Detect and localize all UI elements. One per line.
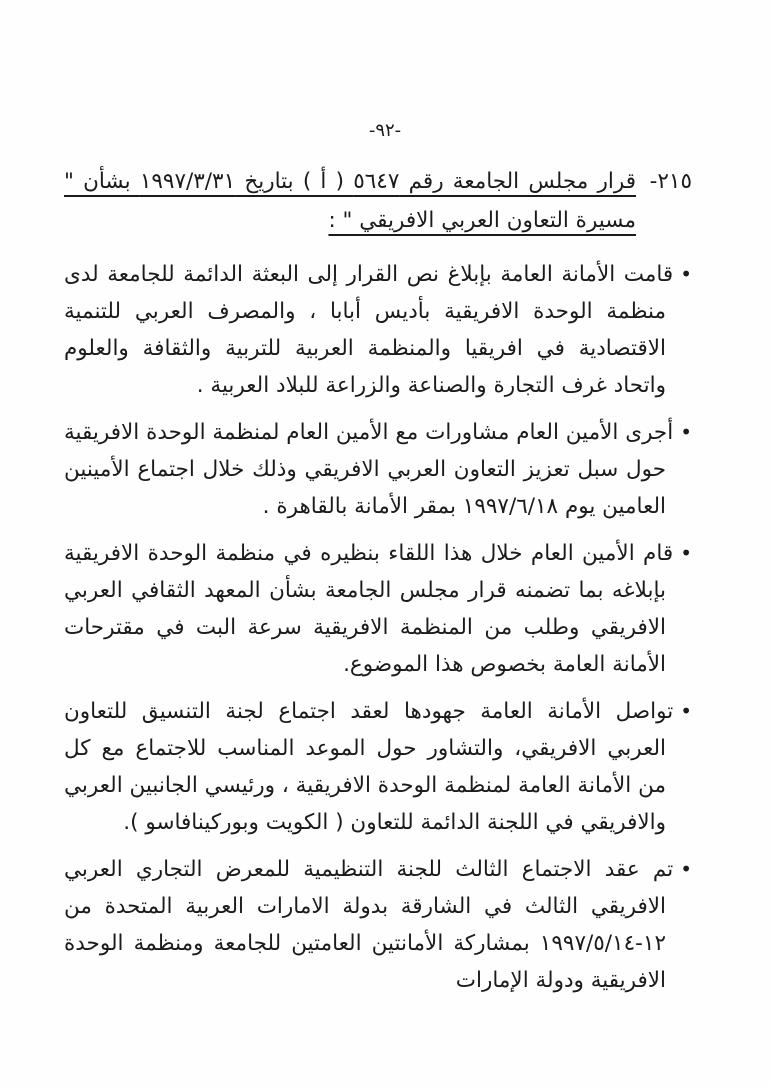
bullet-text: تواصل الأمانة العامة جهودها لعقد اجتماع لجنة التنسيق للتعاون العربي الافريقي، والتشاور حول الموعد المناسب للاجتماع مع كل من الأمانة العامة لمنظمة الوحدة الافريقية ، ورئيسي الجانبين العربي والافريقي في اللجنة الدائمة للتعاون ( الكويت وبوركينافاسو ). <box>64 699 674 835</box>
bullet-icon: • <box>680 857 692 881</box>
bullet-paragraph <box>64 414 692 525</box>
bullet-text: تم عقد الاجتماع الثالث للجنة التنظيمية للمعرض التجاري العربي الافريقي الثالث في الشارقة بدولة الامارات العربية المتحدة من ١٢-١٩٩٧/٥/١٤ بمشاركة الأمانتين العامتين للجامعة ومنظمة الوحدة الافريقية ودولة الإمارات <box>64 857 674 993</box>
bullet-text: أجرى الأمين العام مشاورات مع الأمين العام لمنظمة الوحدة الافريقية حول سبل تعزيز التعاون العربي الافريقي وذلك خلال اجتماع الأمينين العامين يوم ١٩٩٧/٦/١٨ بمقر الأمانة بالقاهرة . <box>64 420 674 519</box>
page-content <box>64 162 692 1009</box>
bullet-icon: • <box>680 420 692 444</box>
resolution-title: قرار مجلس الجامعة رقم ٥٦٤٧ ( أ ) بتاريخ ١٩٩٧/٣/٣١ بشأن " مسيرة التعاون العربي الافريقي " : <box>64 169 636 233</box>
bullet-icon: • <box>680 699 692 723</box>
bullet-text: قام الأمين العام خلال هذا اللقاء بنظيره في منظمة الوحدة الافريقية بإبلاغه بما تضمنه قرار مجلس الجامعة بشأن المعهد الثقافي العربي الافريقي وطلب من المنظمة الافريقية سرعة البت في مقترحات الأمانة العامة بخصوص هذا الموضوع. <box>64 541 674 677</box>
bullet-text: قامت الأمانة العامة بإبلاغ نص القرار إلى البعثة الدائمة للجامعة لدى منظمة الوحدة الافريقية بأديس أبابا ، والمصرف العربي للتنمية الاقتصادية في افريقيا والمنظمة العربية للتربية والثقافة والعلوم واتحاد غرف التجارة والصناعة والزراعة للبلاد العربية . <box>64 262 674 398</box>
bullet-icon: • <box>680 262 692 286</box>
bullet-paragraph <box>64 693 692 841</box>
bullet-paragraph <box>64 851 692 999</box>
bullet-list <box>64 256 692 999</box>
resolution-heading <box>64 162 692 240</box>
bullet-paragraph <box>64 535 692 683</box>
bullet-paragraph <box>64 256 692 404</box>
bullet-icon: • <box>680 541 692 565</box>
item-number: ٢١٥- <box>649 169 692 194</box>
page-number: -٩٢- <box>368 120 402 141</box>
